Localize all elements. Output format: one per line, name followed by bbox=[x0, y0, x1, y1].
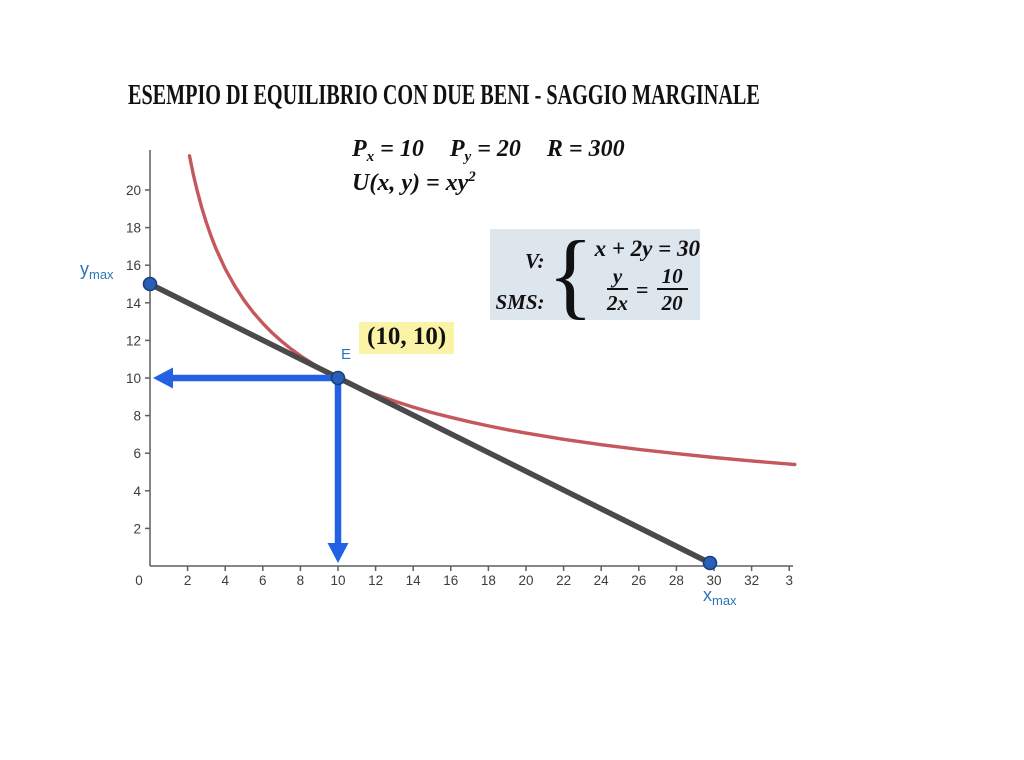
y-tick-label: 18 bbox=[125, 220, 141, 236]
data-point bbox=[332, 372, 345, 385]
equations bbox=[595, 234, 700, 315]
parameters-formula bbox=[352, 136, 625, 166]
y-tick-label: 14 bbox=[125, 295, 141, 311]
x-tick-label: 20 bbox=[518, 573, 534, 588]
x-tick-label: 10 bbox=[330, 573, 346, 588]
sms-label: SMS: bbox=[495, 289, 545, 314]
formula-subscript: y bbox=[464, 149, 472, 165]
fraction bbox=[657, 265, 688, 315]
x-tick-label: 0 bbox=[135, 573, 143, 588]
formula-term: = 10 bbox=[374, 136, 424, 162]
projection-arrow-head bbox=[328, 543, 349, 563]
brace-glyph: { bbox=[547, 221, 594, 328]
formula-superscript: 2 bbox=[468, 169, 476, 185]
y-tick-label: 4 bbox=[133, 483, 141, 499]
formula-term: P bbox=[352, 136, 367, 162]
equilibrium-coordinates-label: (10, 10) bbox=[359, 322, 454, 354]
data-point bbox=[144, 278, 157, 291]
y-tick-label: 16 bbox=[125, 258, 141, 274]
budget-equation: x + 2y = 30 bbox=[594, 235, 700, 261]
x-tick-label: 32 bbox=[744, 573, 760, 588]
fraction-numerator: 10 bbox=[657, 265, 688, 290]
formula-term: P bbox=[449, 136, 465, 162]
x-tick-label: 26 bbox=[631, 573, 647, 588]
x-tick-label: 6 bbox=[259, 573, 267, 588]
equilibrium-point-label: E bbox=[341, 346, 352, 363]
x-tick-label: 18 bbox=[480, 573, 496, 588]
x-tick-label: 24 bbox=[593, 573, 609, 588]
system-of-equations-box bbox=[490, 221, 700, 328]
equals-sign: = bbox=[636, 277, 649, 302]
y-max-label bbox=[80, 259, 114, 282]
x-tick-label: 4 bbox=[221, 573, 229, 588]
x-max-label bbox=[703, 585, 737, 608]
axis-label-base: x bbox=[703, 585, 712, 605]
x-tick-label: 12 bbox=[368, 573, 384, 588]
y-tick-label: 12 bbox=[125, 333, 141, 349]
formula-term: R bbox=[546, 136, 563, 162]
constraint-label: V: bbox=[525, 248, 545, 273]
y-tick-label: 10 bbox=[125, 371, 141, 386]
x-tick-label: 2 bbox=[183, 573, 192, 588]
fraction bbox=[607, 265, 628, 315]
fraction-numerator: y bbox=[607, 265, 628, 290]
fraction-denominator: 20 bbox=[661, 290, 683, 315]
utility-formula bbox=[352, 169, 476, 197]
y-tick-label: 6 bbox=[133, 446, 141, 462]
x-tick-label: 30 bbox=[706, 573, 722, 588]
x-tick-label: 14 bbox=[405, 573, 421, 588]
axis-label-subscript: max bbox=[712, 593, 737, 608]
y-tick-label: 20 bbox=[125, 183, 141, 198]
axis-label-subscript: max bbox=[89, 267, 114, 282]
data-point bbox=[704, 557, 717, 570]
x-tick-label: 16 bbox=[443, 573, 459, 588]
fraction-denominator: 2x bbox=[607, 290, 629, 315]
x-tick-label: 3 bbox=[785, 573, 793, 588]
y-tick-label: 8 bbox=[133, 408, 141, 424]
x-tick-label: 22 bbox=[556, 573, 572, 588]
formula-subscript: x bbox=[366, 149, 375, 165]
y-tick-label: 2 bbox=[133, 521, 141, 537]
slide-title: ESEMPIO DI EQUILIBRIO CON DUE BENI - SAGGIO MARGINALE bbox=[128, 80, 760, 111]
equation-labels bbox=[490, 235, 545, 315]
formula-term: = 300 bbox=[562, 136, 625, 162]
axis-label-base: y bbox=[80, 259, 89, 279]
x-tick-label: 28 bbox=[668, 573, 684, 588]
formula-term: = 20 bbox=[471, 136, 521, 162]
sms-equation bbox=[607, 265, 688, 315]
formula-term: U(x, y) = xy bbox=[352, 170, 469, 196]
projection-arrow-head bbox=[153, 368, 173, 389]
x-tick-label: 8 bbox=[296, 573, 305, 588]
